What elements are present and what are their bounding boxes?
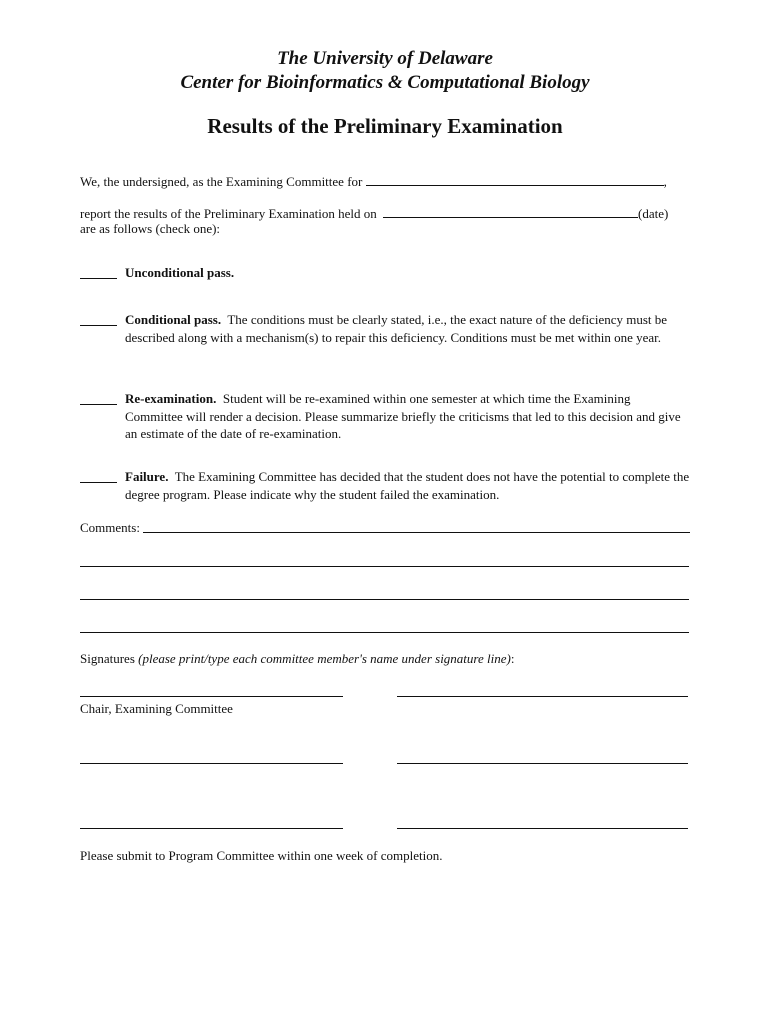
option-label: Re-examination. bbox=[125, 391, 217, 406]
chair-label: Chair, Examining Committee bbox=[80, 701, 233, 716]
signature-line[interactable] bbox=[397, 828, 688, 829]
option-description: The conditions must be clearly stated, i.e., the exact nature of the deficiency must be described along with a mechanism(s) to repair this deficiency. Conditions must be met within one year. bbox=[125, 312, 668, 345]
report-text: report the results of the Preliminary Examination held on bbox=[80, 206, 377, 221]
reexamination-checkbox[interactable] bbox=[80, 404, 117, 405]
option-description: The Examining Committee has decided that the student does not have the potential to complete the degree program. Please indicate why the student failed the examination. bbox=[125, 469, 690, 502]
option-reexamination bbox=[125, 390, 690, 443]
signatures-instruction: (please print/type each committee member's name under signature line) bbox=[138, 651, 511, 666]
page-title: Results of the Preliminary Examination bbox=[207, 114, 563, 138]
option-unconditional bbox=[125, 264, 690, 282]
option-label: Conditional pass. bbox=[125, 312, 222, 327]
committee-name-field[interactable] bbox=[366, 173, 664, 186]
committee-line bbox=[80, 173, 667, 190]
signatures-label: Signatures bbox=[80, 651, 135, 666]
university-name: The University of Delaware bbox=[277, 48, 493, 69]
follows-text: are as follows (check one): bbox=[80, 221, 221, 236]
signature-line[interactable] bbox=[397, 696, 688, 697]
signatures-colon: : bbox=[510, 651, 515, 666]
comments-line[interactable] bbox=[80, 632, 689, 633]
option-failure bbox=[125, 468, 690, 503]
signature-line[interactable] bbox=[80, 828, 343, 829]
date-label: (date) bbox=[638, 206, 669, 221]
signature-line-chair[interactable] bbox=[80, 696, 343, 697]
signature-line[interactable] bbox=[80, 763, 343, 764]
unconditional-checkbox[interactable] bbox=[80, 278, 117, 279]
comments-line[interactable] bbox=[80, 599, 689, 600]
comments-line[interactable] bbox=[143, 532, 690, 533]
report-line bbox=[80, 205, 668, 222]
committee-text: We, the undersigned, as the Examining Committee for bbox=[80, 174, 363, 189]
failure-checkbox[interactable] bbox=[80, 482, 117, 483]
conditional-checkbox[interactable] bbox=[80, 325, 117, 326]
comments-label: Comments: bbox=[80, 520, 140, 535]
comments-line[interactable] bbox=[80, 566, 689, 567]
submission-note: Please submit to Program Committee within one week of completion. bbox=[80, 848, 443, 863]
committee-suffix: , bbox=[663, 174, 667, 189]
signature-line[interactable] bbox=[397, 763, 688, 764]
exam-date-field[interactable] bbox=[383, 205, 638, 218]
option-label: Unconditional pass. bbox=[125, 265, 235, 280]
option-conditional bbox=[125, 311, 690, 346]
option-description: Student will be re-examined within one semester at which time the Examining Committee will render a decision. Please summarize briefly the criticisms that led to this decision and give an estimate of the date of re-examination. bbox=[125, 391, 681, 441]
signatures-heading bbox=[80, 651, 514, 667]
center-name: Center for Bioinformatics & Computational Biology bbox=[180, 72, 590, 93]
option-label: Failure. bbox=[125, 469, 169, 484]
